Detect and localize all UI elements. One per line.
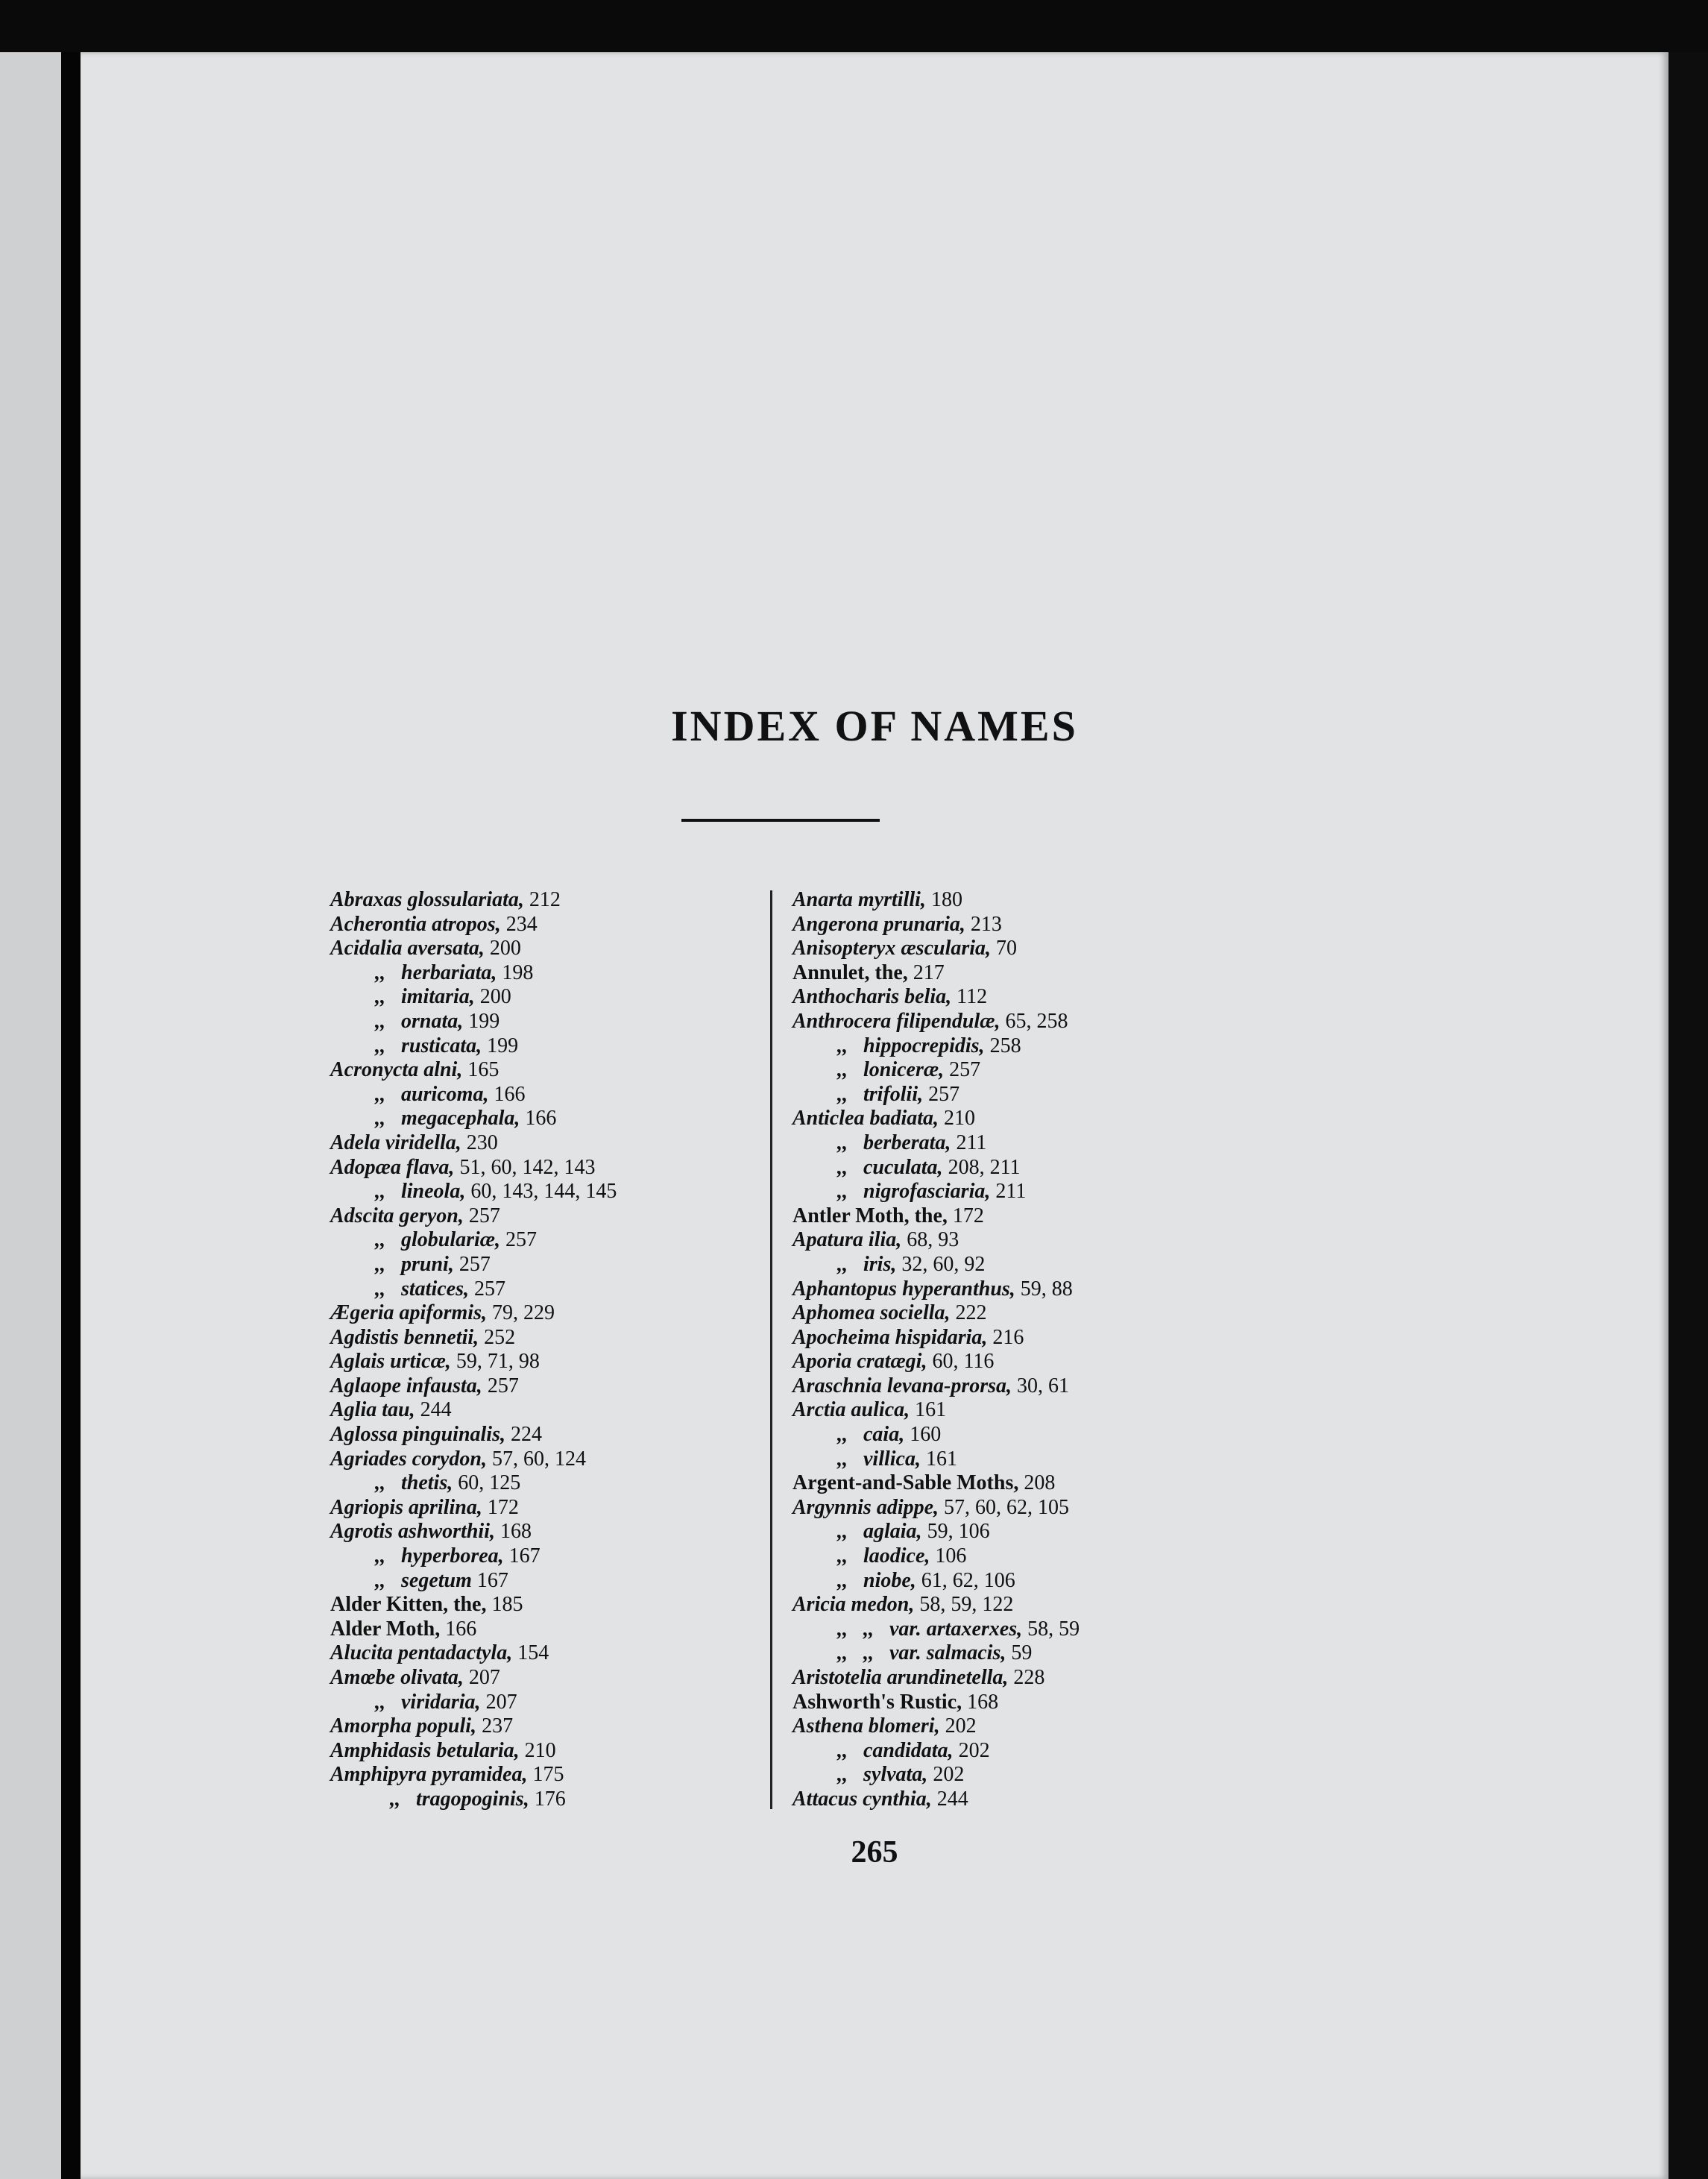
- entry-pages: 257: [463, 1204, 500, 1227]
- index-entry: [792, 888, 1426, 913]
- index-entry: [330, 1423, 852, 1447]
- entry-name: ,, ,, var. artaxerxes,: [837, 1617, 1023, 1641]
- index-entry: [792, 1617, 1426, 1642]
- entry-pages: 161: [910, 1398, 947, 1422]
- entry-name: ,, ,, var. salmacis,: [837, 1641, 1006, 1665]
- entry-pages: 257: [500, 1228, 538, 1252]
- entry-name: ,, globulariæ,: [375, 1228, 501, 1252]
- entry-pages: 208, 211: [942, 1155, 1021, 1179]
- entry-name: Acherontia atropos,: [330, 912, 501, 936]
- entry-name: Aglossa pinguinalis,: [330, 1423, 505, 1447]
- entry-name: ,, villica,: [837, 1447, 921, 1471]
- index-entry: [330, 961, 852, 986]
- index-column-left: [330, 888, 852, 1812]
- index-entry: [330, 1763, 852, 1787]
- entry-pages: 79, 229: [487, 1301, 555, 1325]
- entry-name: Aphomea sociella,: [792, 1301, 951, 1325]
- index-entry: [330, 1010, 852, 1034]
- entry-name: ,, iris,: [837, 1252, 897, 1276]
- entry-name: ,, aglaia,: [837, 1520, 922, 1544]
- index-column-right: [792, 888, 1426, 1812]
- entry-pages: 167: [471, 1568, 508, 1592]
- entry-name: ,, berberata,: [837, 1131, 951, 1154]
- entry-pages: 59, 71, 98: [450, 1350, 540, 1374]
- index-entry: [330, 1350, 852, 1374]
- index-entry: [792, 1374, 1426, 1399]
- index-entry: [792, 1058, 1426, 1083]
- index-entry: [330, 1277, 852, 1302]
- entry-pages: 32, 60, 92: [896, 1252, 986, 1276]
- entry-name: Arctia aulica,: [792, 1398, 910, 1422]
- entry-name: ,, caia,: [837, 1423, 905, 1447]
- entry-name: Adscita geryon,: [330, 1204, 464, 1227]
- entry-name: ,, trifolii,: [837, 1082, 924, 1106]
- entry-name: Attacus cynthia,: [792, 1787, 932, 1811]
- entry-pages: 160: [904, 1423, 942, 1447]
- entry-pages: 234: [500, 912, 538, 936]
- entry-pages: 257: [469, 1277, 505, 1301]
- index-entry: [792, 913, 1426, 937]
- entry-name: Anticlea badiata,: [792, 1107, 939, 1131]
- entry-pages: 180: [925, 888, 962, 911]
- index-entry: [330, 1691, 852, 1715]
- index-entry: [792, 1544, 1426, 1569]
- entry-pages: 211: [990, 1180, 1027, 1204]
- entry-name: ,, herbariata,: [375, 960, 497, 984]
- entry-name: Ashworth's Rustic,: [792, 1690, 962, 1714]
- entry-pages: 166: [520, 1107, 557, 1131]
- index-entry: [792, 1398, 1426, 1423]
- entry-pages: 59, 88: [1015, 1277, 1073, 1301]
- index-entry: [330, 1787, 852, 1812]
- index-entry: [330, 985, 852, 1010]
- index-entry: [792, 1593, 1426, 1617]
- entry-pages: 58, 59: [1022, 1617, 1080, 1641]
- entry-pages: 168: [962, 1690, 999, 1714]
- entry-pages: 70: [991, 937, 1018, 960]
- page-number: 265: [851, 1835, 898, 1870]
- index-entry: [330, 1131, 852, 1156]
- index-entry: [792, 937, 1426, 961]
- entry-name: Abraxas glossulariata,: [330, 888, 524, 911]
- entry-pages: 57, 60, 62, 105: [939, 1495, 1070, 1519]
- entry-pages: 212: [523, 888, 561, 911]
- index-entry: [330, 1496, 852, 1521]
- index-entry: [792, 1739, 1426, 1764]
- index-entry: [330, 1641, 852, 1666]
- index-entry: [330, 937, 852, 961]
- index-entry: [330, 1228, 852, 1253]
- entry-pages: 161: [920, 1447, 957, 1471]
- index-entry: [792, 1787, 1426, 1812]
- index-entry: [792, 1496, 1426, 1521]
- entry-pages: 106: [930, 1544, 967, 1568]
- entry-pages: 166: [488, 1082, 526, 1106]
- index-entry: [330, 1471, 852, 1496]
- entry-name: Anisopteryx æscularia,: [792, 937, 992, 960]
- index-entry: [330, 1301, 852, 1326]
- entry-name: ,, viridaria,: [375, 1690, 481, 1714]
- entry-name: ,, megacephala,: [375, 1107, 520, 1131]
- entry-name: ,, laodice,: [837, 1544, 930, 1568]
- index-entry: [792, 1034, 1426, 1059]
- entry-name: Aglais urticæ,: [330, 1350, 451, 1374]
- entry-name: ,, hippocrepidis,: [837, 1034, 985, 1057]
- entry-name: Agriopis aprilina,: [330, 1495, 482, 1519]
- entry-pages: 224: [505, 1423, 542, 1447]
- entry-pages: 210: [939, 1107, 975, 1131]
- entry-name: Agrotis ashworthii,: [330, 1520, 495, 1544]
- entry-pages: 258: [984, 1034, 1021, 1057]
- index-entry: [330, 1398, 852, 1423]
- entry-name: ,, hyperborea,: [375, 1544, 504, 1568]
- entry-pages: 237: [476, 1714, 514, 1738]
- entry-pages: 210: [519, 1738, 556, 1762]
- entry-pages: 57, 60, 124: [487, 1447, 586, 1471]
- entry-name: Anthocharis belia,: [792, 985, 952, 1009]
- entry-pages: 51, 60, 142, 143: [454, 1155, 596, 1179]
- entry-pages: 61, 62, 106: [916, 1568, 1015, 1592]
- entry-name: Angerona prunaria,: [792, 912, 965, 936]
- entry-pages: 228: [1008, 1666, 1045, 1689]
- index-entry: [330, 1204, 852, 1229]
- entry-name: Acidalia aversata,: [330, 937, 485, 960]
- index-entry: [792, 1520, 1426, 1544]
- index-entry: [792, 1447, 1426, 1472]
- entry-name: ,, nigrofasciaria,: [837, 1180, 991, 1204]
- entry-name: Araschnia levana-prorsa,: [792, 1374, 1012, 1397]
- entry-name: Adela viridella,: [330, 1131, 461, 1154]
- entry-pages: 200: [474, 985, 511, 1009]
- entry-name: ,, lineola,: [375, 1180, 466, 1204]
- entry-pages: 185: [486, 1593, 523, 1617]
- index-entry: [330, 1180, 852, 1204]
- index-entry: [792, 985, 1426, 1010]
- index-entry: [792, 1253, 1426, 1277]
- index-entry: [330, 1058, 852, 1083]
- entry-pages: 207: [480, 1690, 517, 1714]
- entry-name: ,, pruni,: [375, 1252, 454, 1276]
- entry-pages: 65, 258: [1000, 1009, 1068, 1033]
- entry-pages: 112: [951, 985, 988, 1009]
- entry-pages: 211: [951, 1131, 987, 1154]
- entry-name: Amphipyra pyramidea,: [330, 1763, 528, 1787]
- entry-name: Asthena blomeri,: [792, 1714, 940, 1738]
- index-entry: [792, 1156, 1426, 1180]
- entry-name: Amorpha populi,: [330, 1714, 477, 1738]
- entry-name: Argent-and-Sable Moths,: [792, 1471, 1019, 1495]
- facing-page-edge: [0, 52, 61, 2179]
- index-entry: [792, 1326, 1426, 1351]
- entry-pages: 213: [965, 912, 1002, 936]
- index-entry: [330, 888, 852, 913]
- entry-pages: 252: [479, 1325, 516, 1349]
- index-entry: [330, 1083, 852, 1107]
- book-page: [81, 52, 1668, 2179]
- entry-pages: 222: [950, 1301, 987, 1325]
- page-title: INDEX OF NAMES: [671, 702, 1078, 750]
- entry-name: ,, statices,: [375, 1277, 469, 1301]
- index-entry: [792, 1131, 1426, 1156]
- entry-name: ,, thetis,: [375, 1471, 453, 1495]
- entry-name: Alder Kitten, the,: [330, 1593, 487, 1617]
- entry-name: ,, segetum: [375, 1568, 472, 1592]
- entry-pages: 230: [461, 1131, 498, 1154]
- index-entry: [792, 1010, 1426, 1034]
- entry-name: Adopæa flava,: [330, 1155, 455, 1179]
- entry-name: Aristotelia arundinetella,: [792, 1666, 1009, 1689]
- index-entry: [330, 1447, 852, 1472]
- entry-pages: 60, 125: [453, 1471, 521, 1495]
- scan-border-top: [0, 0, 1708, 52]
- index-entry: [330, 1374, 852, 1399]
- entry-pages: 217: [907, 960, 945, 984]
- index-entry: [792, 1204, 1426, 1229]
- index-entry: [330, 913, 852, 937]
- entry-name: Amphidasis betularia,: [330, 1738, 520, 1762]
- entry-name: Agdistis bennetii,: [330, 1325, 479, 1349]
- entry-pages: 175: [527, 1763, 564, 1787]
- index-entry: [792, 1666, 1426, 1691]
- entry-pages: 30, 61: [1012, 1374, 1070, 1397]
- index-entry: [330, 1326, 852, 1351]
- entry-pages: 202: [953, 1738, 990, 1762]
- entry-pages: 207: [463, 1666, 500, 1689]
- entry-name: Alucita pentadactyla,: [330, 1641, 513, 1665]
- entry-name: Alder Moth,: [330, 1617, 441, 1641]
- index-entry: [792, 961, 1426, 986]
- entry-pages: 59: [1006, 1641, 1033, 1665]
- entry-name: Apatura ilia,: [792, 1228, 902, 1252]
- entry-name: ,, auricoma,: [375, 1082, 489, 1106]
- entry-pages: 166: [440, 1617, 477, 1641]
- entry-pages: 199: [482, 1034, 519, 1057]
- index-entry: [330, 1107, 852, 1131]
- scan-border-right: [1668, 52, 1708, 2179]
- entry-pages: 167: [503, 1544, 541, 1568]
- entry-pages: 172: [947, 1204, 984, 1227]
- index-entry: [792, 1471, 1426, 1496]
- index-entry: [330, 1739, 852, 1764]
- index-entry: [330, 1617, 852, 1642]
- index-entry: [792, 1350, 1426, 1374]
- entry-pages: 200: [484, 937, 521, 960]
- entry-pages: 216: [987, 1325, 1024, 1349]
- entry-name: Argynnis adippe,: [792, 1495, 939, 1519]
- index-entry: [792, 1301, 1426, 1326]
- index-entry: [330, 1593, 852, 1617]
- index-entry: [330, 1666, 852, 1691]
- index-entry: [330, 1714, 852, 1739]
- entry-pages: 257: [923, 1082, 960, 1106]
- entry-name: ,, candidata,: [837, 1738, 954, 1762]
- index-entry: [330, 1544, 852, 1569]
- entry-pages: 58, 59, 122: [914, 1593, 1014, 1617]
- index-entry: [330, 1034, 852, 1059]
- entry-pages: 257: [944, 1058, 981, 1082]
- index-entry: [792, 1083, 1426, 1107]
- entry-name: ,, imitaria,: [375, 985, 475, 1009]
- entry-pages: 59, 106: [921, 1520, 990, 1544]
- entry-pages: 244: [931, 1787, 968, 1811]
- index-entry: [792, 1180, 1426, 1204]
- entry-pages: 172: [482, 1495, 519, 1519]
- entry-name: ,, rusticata,: [375, 1034, 482, 1057]
- index-entry: [792, 1228, 1426, 1253]
- index-entry: [330, 1156, 852, 1180]
- index-entry: [792, 1691, 1426, 1715]
- index-entry: [330, 1569, 852, 1594]
- entry-pages: 154: [512, 1641, 549, 1665]
- entry-name: Anarta myrtilli,: [792, 888, 926, 911]
- title-rule: [681, 819, 880, 822]
- entry-pages: 257: [453, 1252, 491, 1276]
- entry-name: ,, loniceræ,: [837, 1058, 945, 1082]
- entry-pages: 176: [529, 1787, 566, 1811]
- entry-pages: 165: [462, 1058, 500, 1082]
- entry-name: Aglaope infausta,: [330, 1374, 482, 1397]
- entry-name: Aphantopus hyperanthus,: [792, 1277, 1015, 1301]
- entry-name: Acronycta alni,: [330, 1058, 463, 1082]
- column-divider: [770, 890, 772, 1809]
- index-entry: [792, 1569, 1426, 1594]
- entry-pages: 257: [482, 1374, 519, 1397]
- entry-pages: 199: [463, 1009, 500, 1033]
- index-entry: [792, 1641, 1426, 1666]
- entry-name: Aglia tau,: [330, 1398, 415, 1422]
- entry-pages: 198: [497, 960, 534, 984]
- index-entry: [792, 1277, 1426, 1302]
- entry-pages: 244: [415, 1398, 452, 1422]
- entry-name: Apocheima hispidaria,: [792, 1325, 988, 1349]
- entry-name: Ægeria apiformis,: [330, 1301, 487, 1325]
- entry-name: Aporia cratægi,: [792, 1350, 927, 1374]
- entry-name: Amœbe olivata,: [330, 1666, 464, 1689]
- entry-name: Annulet, the,: [792, 960, 908, 984]
- index-entry: [330, 1253, 852, 1277]
- entry-pages: 208: [1018, 1471, 1056, 1495]
- book-gutter: [61, 52, 81, 2179]
- entry-pages: 60, 116: [927, 1350, 995, 1374]
- entry-name: ,, tragopoginis,: [390, 1787, 529, 1811]
- entry-name: ,, sylvata,: [837, 1763, 928, 1787]
- entry-name: ,, ornata,: [375, 1009, 464, 1033]
- index-entry: [792, 1763, 1426, 1787]
- index-entry: [330, 1520, 852, 1544]
- entry-pages: 168: [494, 1520, 532, 1544]
- entry-name: Agriades corydon,: [330, 1447, 487, 1471]
- entry-name: Anthrocera filipendulæ,: [792, 1009, 1000, 1033]
- entry-pages: 202: [927, 1763, 965, 1787]
- index-entry: [792, 1714, 1426, 1739]
- entry-name: Antler Moth, the,: [792, 1204, 948, 1227]
- entry-pages: 202: [939, 1714, 977, 1738]
- index-entry: [792, 1423, 1426, 1447]
- entry-name: Aricia medon,: [792, 1593, 915, 1617]
- entry-name: ,, cuculata,: [837, 1155, 943, 1179]
- index-entry: [792, 1107, 1426, 1131]
- entry-pages: 68, 93: [901, 1228, 959, 1252]
- entry-name: ,, niobe,: [837, 1568, 916, 1592]
- entry-pages: 60, 143, 144, 145: [465, 1180, 617, 1204]
